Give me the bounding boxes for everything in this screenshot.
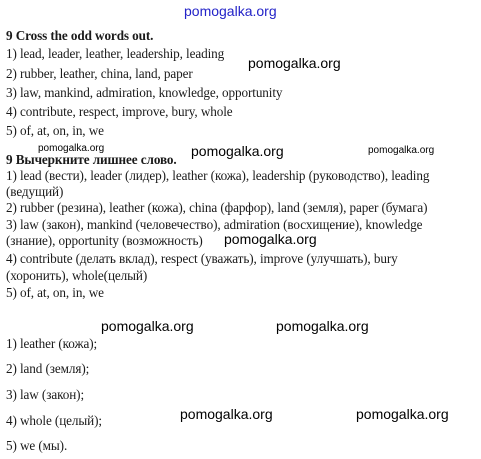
exercise-item-ru: 3) law (закон), mankind (человечество), admiration (восхищение), knowledge <box>6 217 423 232</box>
watermark: pomogalka.org <box>38 143 105 154</box>
exercise-item-en: 4) contribute, respect, improve, bury, whole <box>6 104 233 119</box>
watermark: pomogalka.org <box>368 145 435 156</box>
exercise-item-ru: 5) of, at, on, in, we <box>6 285 104 300</box>
exercise-item-ru: 2) rubber (резина), leather (кожа), china (фарфор), land (земля), paper (бумага) <box>6 200 428 215</box>
exercise-heading-en: 9 Cross the odd words out. <box>6 28 154 43</box>
answer-item: 2) land (земля); <box>6 361 90 376</box>
exercise-heading-ru: 9 Вычеркните лишнее слово. <box>6 152 177 167</box>
header-watermark: pomogalka.org <box>184 3 277 19</box>
watermark: pomogalka.org <box>356 406 449 422</box>
answer-item: 5) we (мы). <box>6 438 68 453</box>
exercise-item-en: 1) lead, leader, leather, leadership, leading <box>6 46 225 61</box>
answer-item: 1) leather (кожа); <box>6 336 98 351</box>
watermark: pomogalka.org <box>224 231 317 247</box>
exercise-item-ru: (знание), opportunity (возможность) <box>6 233 203 248</box>
exercise-item-ru: 4) contribute (делать вклад), respect (уважать), improve (улучшать), bury <box>6 251 398 266</box>
answer-item: 4) whole (целый); <box>6 413 102 428</box>
watermark: pomogalka.org <box>180 406 273 422</box>
exercise-item-ru: (ведущий) <box>6 184 64 199</box>
watermark: pomogalka.org <box>276 318 369 334</box>
watermark: pomogalka.org <box>101 318 194 334</box>
watermark: pomogalka.org <box>248 55 341 71</box>
exercise-item-ru: 1) lead (вести), leader (лидер), leather (кожа), leadership (руководство), leading <box>6 168 430 183</box>
exercise-item-en: 3) law, mankind, admiration, knowledge, opportunity <box>6 85 283 100</box>
watermark: pomogalka.org <box>191 143 284 159</box>
exercise-item-ru: (хоронить), whole(целый) <box>6 268 148 283</box>
exercise-item-en: 2) rubber, leather, china, land, paper <box>6 66 193 81</box>
exercise-item-en: 5) of, at, on, in, we <box>6 123 104 138</box>
answer-item: 3) law (закон); <box>6 387 85 402</box>
